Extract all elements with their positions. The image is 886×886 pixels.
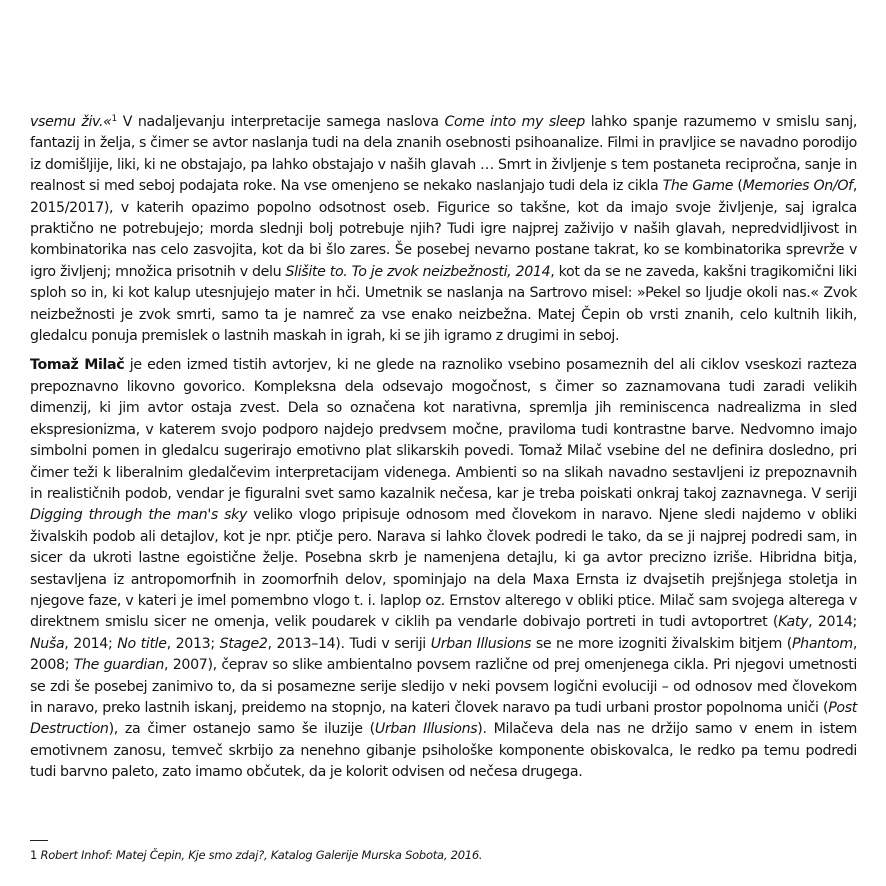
paragraph-milac	[30, 355, 857, 783]
work-title: Urban Illusions	[374, 721, 478, 738]
text-run: ), za čimer ostanejo samo še iluzije (	[108, 721, 375, 738]
text-run: ). Milačeva dela nas ne držijo samo v enem in istem emotivnem zanosu, temveč skrbijo za nenehno gibanje psihološke komponente obiskovalca, le redko pa temu podredi tudi barvno paleto, zato imamo občutek, da je kolorit odvisen od nečesa drugega.	[30, 721, 857, 781]
work-title: No title	[117, 635, 167, 652]
text-run: , kot da se ne zaveda, kakšni tragikomični liki sploh so in, ki kot kalup utesnjujejo mater in hči. Umetnik se naslanja na Sartrovo misel: »Pekel so ljudje okoli nas.« Zvok neizbežnosti je zvok smrti, samo ta je namreč za vse enako neizbežna. Matej Čepin ob vrsti znanih, celo kultnih likih, gledalcu ponuja premislek o lastnih maskah in igrah, ki se jih igramo z drugimi in seboj.	[30, 263, 857, 345]
work-title: Phantom	[791, 635, 853, 652]
text-run: V nadaljevanju interpretacije samega naslova	[116, 114, 445, 130]
text-run: se ne more izogniti živalskim bitjem (	[531, 635, 792, 652]
text-run: , 2013;	[166, 635, 220, 652]
work-title: Come into my sleep	[444, 114, 585, 130]
footnote	[30, 848, 857, 862]
work-title: Nuša	[30, 635, 65, 652]
text-run: lahko spanje razumemo v smislu sanj, fantazij in želja, s čimer se avtor naslanja tudi na dela znanih osebnosti psihoanalize. Filmi in pravljice se navadno porodijo iz domišljije, liki, ki ne obstajajo, pa lahko obstajajo v naših glavah … Smrt in življenje s tem postaneta recipročna, sanje in realnost si med seboj podajata roke. Na vse omenjeno se nekako naslanjajo tudi dela iz cikla	[30, 114, 857, 195]
work-title: The guardian	[73, 657, 164, 674]
text-run: veliko vlogo pripisuje odnosom med človekom in naravo. Njene sledi najdemo v obliki živalskih podob ali detajlov, kot je npr. ptičje pero. Narava si lahko človek podredi le tako, da se ji najprej podredi sam, in sicer da ukroti lastne egoistične želje. Posebna skrb je namenjena detajlu, ki ga avtor precizno izriše. Hibridna bitja, sestavljena iz antropomorfnih in zoomorfnih delov, spominjajo na dela Maxa Ernsta iz dvajsetih prejšnjega stoletja in njegove faze, v kateri je imel pomembno vlogo t. i. laplop oz. Ernstov alterego v obliki ptice. Milač sam svojega alterega v direktnem smislu sicer ne omenja, velik poudarek v ciklih pa vendarle dobivajo portreti in tudi avtoportret (	[30, 507, 857, 631]
text-run: , 2014;	[808, 614, 857, 631]
text-run: , 2008;	[30, 635, 857, 674]
work-title: Memories On/Of	[742, 178, 853, 195]
quote-end: vsemu živ.«	[30, 114, 112, 130]
work-title: Katy	[778, 614, 809, 631]
work-title: The Game	[662, 178, 734, 195]
work-title: Stage2	[219, 635, 268, 652]
document-body	[30, 112, 857, 790]
footnote-text: Robert Inhof: Matej Čepin, Kje smo zdaj?, Katalog Galerije Murska Sobota, 2016.	[40, 848, 483, 862]
footnote-divider	[30, 840, 48, 841]
text-run: , 2013–14). Tudi v seriji	[267, 635, 431, 652]
text-run: , 2014;	[64, 635, 118, 652]
text-run: , 2015/2017), v katerih opazimo popolno odsotnost oseb. Figurice so takšne, kot da imajo svoje življenje, saj igralca praktično ne potrebujejo; morda slednji bolj potrebuje njih? Tudi igre najprej zaživijo v naših glavah, nepredvidljivost in kombinatorika nas celo zasvojita, kot da bi šlo zares. Še posebej nevarno postane takrat, ko se kombinatorika sprevrže v igro življenj; množica prisotnih v delu	[30, 178, 857, 280]
work-title: Post Destruction	[30, 699, 857, 738]
work-title: Slišite to. To je zvok neizbežnosti, 2014	[285, 263, 551, 280]
paragraph-cepin	[30, 112, 857, 347]
work-title: Digging through the man's sky	[30, 507, 248, 524]
text-run: je eden izmed tistih avtorjev, ki ne glede na raznoliko vsebino posameznih del ali ciklov vseskozi razteza prepoznavno likovno govorico. Kompleksna dela odsevajo mogočnost, s čimer so zaznamovana tudi zaradi velikih dimenzij, ki jim avtor ostaja zvest. Dela so označena kot narativna, spremlja jih reminiscenca nadrealizma in sled ekspresionizma, v katerem svojo podporo najdejo predvsem močne, praviloma tudi kontrastne barve. Nedvomno imajo simbolni pomen in gledalcu sugerirajo emotivno plat slikarskih povedi. Tomaž Milač vsebine del ne definira dosledno, pri čimer teži k liberalnim gledalčevim interpretacijam videnega. Ambienti so na slikah navadno sestavljeni iz prepoznavnih in realističnih podob, vendar je figuralni svet samo kazalnik nečesa, kar je treba poiskati onkraj takoj zaznavnega. V seriji	[30, 357, 857, 502]
footnote-ref[interactable]: 1	[111, 114, 117, 124]
artist-name: Tomaž Milač	[30, 357, 125, 374]
footnote-number: 1	[30, 848, 38, 862]
text-run: , 2007), čeprav so slike ambientalno povsem različne od prej omenjenega cikla. Pri njegovi umetnosti se zdi še posebej zanimivo to, da si posamezne serije sledijo v neki povsem logični evoluciji – od odnosov med človekom in naravo, preko lastnih iskanj, preidemo na stopnjo, na kateri človek naravo pa tudi urbani prostor popolnoma uniči (	[30, 657, 858, 716]
work-title: Urban Illusions	[430, 635, 531, 652]
text-run: (	[733, 178, 743, 195]
